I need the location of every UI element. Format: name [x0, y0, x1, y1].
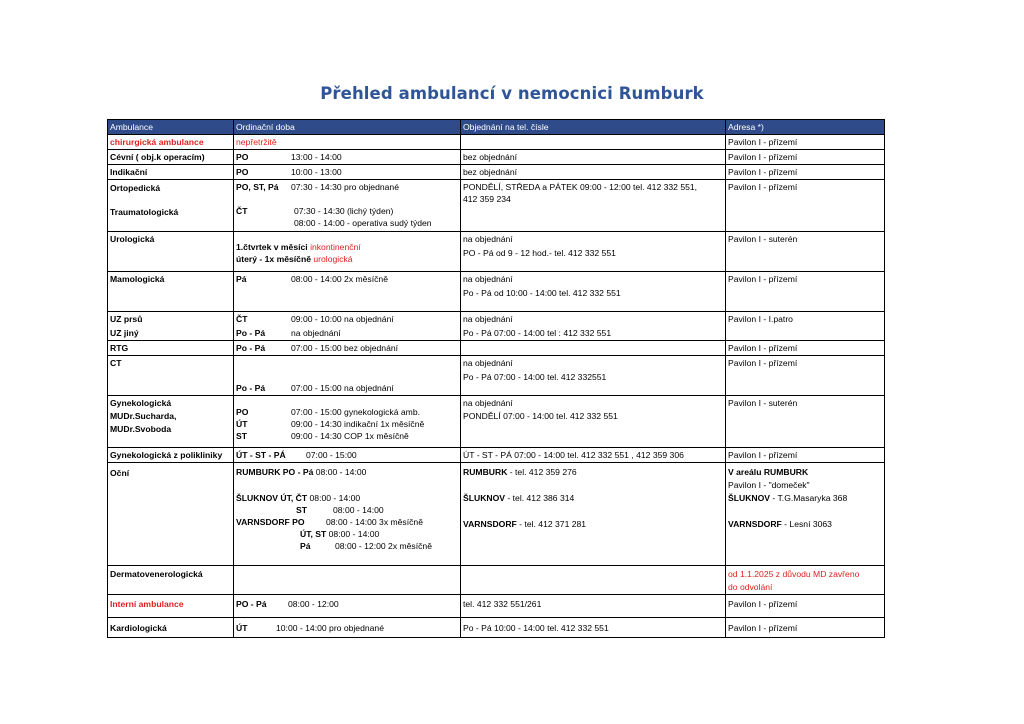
ambulance-name: Cévní ( obj.k operacím): [108, 150, 234, 165]
name-line: Ortopedická: [110, 183, 161, 193]
phone-cell: bez objednání: [461, 150, 726, 165]
phone-line: RUMBURK - tel. 412 359 276: [463, 467, 577, 477]
table-row: [108, 165, 885, 180]
day-label: ÚT: [236, 623, 248, 633]
ambulance-name: [108, 180, 234, 232]
hours-cell: [234, 150, 461, 165]
ambulance-name: Urologická: [108, 232, 234, 272]
hours-line: 08:00 - 14:00 - operativa sudý týden: [294, 218, 432, 228]
ambulance-name: Interní ambulance: [108, 595, 234, 618]
hours-cell: [234, 595, 461, 618]
day-label: PO: [236, 167, 249, 177]
day-label: PO, ST, Pá: [236, 182, 279, 192]
time-label: 10:00 - 13:00: [291, 167, 342, 177]
hours-cell: [234, 165, 461, 180]
hours-line: Po - Pá 07:00 - 15:00 na objednání: [236, 383, 394, 393]
hours-line: RUMBURK PO - Pá 08:00 - 14:00: [236, 467, 367, 477]
hours-line: Pá 08:00 - 12:00 2x měsíčně: [300, 541, 432, 551]
phone-line: Po - Pá od 10:00 - 14:00 tel. 412 332 551: [463, 288, 621, 298]
ambulance-name: CT: [108, 356, 234, 396]
hours-cell: [234, 356, 461, 396]
header-address: Adresa *): [726, 120, 885, 135]
address-line: do odvolání: [728, 582, 773, 592]
hours-line: VARNSDORF PO 08:00 - 14:00 3x měsíčně: [236, 517, 423, 527]
address-cell: Pavilon I - suterén: [726, 396, 885, 448]
time-label: 07:00 - 15:00 bez objednání: [291, 343, 399, 353]
table-row: [108, 272, 885, 312]
table-row: [108, 566, 885, 595]
phone-line: ŠLUKNOV - tel. 412 386 314: [463, 493, 575, 503]
hours-cell: [234, 618, 461, 638]
phone-line: na objednání: [463, 398, 513, 408]
ambulance-name: Oční: [108, 463, 234, 566]
phone-cell: [461, 272, 726, 312]
phone-line: na objednání: [463, 314, 513, 324]
day-label: PO - Pá: [236, 599, 267, 609]
phone-cell: ÚT - ST - PÁ 07:00 - 14:00 tel. 412 332 551 , 412 359 306: [461, 448, 726, 463]
name-line: Gynekologická: [110, 398, 172, 408]
hours-cell: [234, 232, 461, 272]
name-line: MUDr.Sucharda,: [110, 411, 177, 421]
table-row: [108, 595, 885, 618]
time-label: 08:00 - 12:00: [288, 599, 339, 609]
ambulance-name: RTG: [108, 341, 234, 356]
table-row: [108, 180, 885, 232]
hours-cell: [234, 448, 461, 463]
time-label: 13:00 - 14:00: [291, 152, 342, 162]
table-row: [108, 135, 885, 150]
hours-line: ÚT 09:00 - 14:30 indikační 1x měsíčně: [236, 419, 425, 429]
name-line: UZ prsů: [110, 314, 143, 324]
table-row: [108, 232, 885, 272]
address-cell: Pavilon I - suterén: [726, 232, 885, 272]
address-cell: Pavilon I - přízemí: [726, 135, 885, 150]
phone-cell: [461, 135, 726, 150]
hours-line: úterý - 1x měsíčně urologická: [236, 254, 353, 264]
address-cell: Pavilon I - přízemí: [726, 618, 885, 638]
address-cell: Pavilon I - přízemí: [726, 165, 885, 180]
phone-cell: bez objednání: [461, 165, 726, 180]
hours-cell: [234, 180, 461, 232]
phone-cell: [461, 312, 726, 341]
hours-cell: [234, 463, 461, 566]
phone-cell: Po - Pá 10:00 - 14:00 tel. 412 332 551: [461, 618, 726, 638]
ambulance-name: [108, 312, 234, 341]
ambulance-name: Indikační: [108, 165, 234, 180]
page-title: Přehled ambulancí v nemocnici Rumburk: [320, 84, 704, 103]
table-row: [108, 356, 885, 396]
hours-cell: [234, 396, 461, 448]
table-row: [108, 463, 885, 566]
hours-line: Po - Pá na objednání: [236, 328, 341, 338]
header-hours: Ordinační doba: [234, 120, 461, 135]
day-label: Po - Pá: [236, 343, 266, 353]
day-label: PO: [236, 152, 249, 162]
address-line: VARNSDORF - Lesní 3063: [728, 519, 832, 529]
address-cell: Pavilon I - přízemí: [726, 272, 885, 312]
phone-cell: [461, 356, 726, 396]
hours-cell: [234, 341, 461, 356]
hours-cell: [234, 312, 461, 341]
day-label: ÚT - ST - PÁ: [236, 450, 286, 460]
table-row: [108, 396, 885, 448]
table-row: [108, 341, 885, 356]
day-label: ČT: [236, 206, 248, 216]
hours-line: ST 09:00 - 14:30 COP 1x měsíčně: [236, 431, 409, 441]
address-cell: Pavilon I - přízemí: [726, 150, 885, 165]
hours-line: ST 08:00 - 14:00: [296, 505, 384, 515]
hours-line: ŠLUKNOV ÚT, ČT 08:00 - 14:00: [236, 493, 361, 503]
hours-line: ČT 09:00 - 10:00 na objednání: [236, 314, 394, 324]
table-row: [108, 312, 885, 341]
time-label: 07:30 - 14:30 (lichý týden): [294, 206, 394, 216]
day-label: Pá: [236, 274, 247, 284]
table-row: [108, 618, 885, 638]
hours-line: PO 07:00 - 15:00 gynekologická amb.: [236, 407, 420, 417]
hours-cell: [234, 566, 461, 595]
phone-line: PONDĚLÍ, STŘEDA a PÁTEK 09:00 - 12:00 tel. 412 332 551,: [463, 182, 698, 192]
address-cell: Pavilon I - přízemí: [726, 595, 885, 618]
ambulance-name: [108, 396, 234, 448]
ambulance-name: chirurgická ambulance: [108, 135, 234, 150]
name-line: UZ jiný: [110, 328, 139, 338]
ambulance-name: Dermatovenerologická: [108, 566, 234, 595]
phone-line: Po - Pá 07:00 - 14:00 tel. 412 332551: [463, 372, 607, 382]
phone-cell: [461, 232, 726, 272]
table-row: [108, 448, 885, 463]
address-cell: [726, 463, 885, 566]
ambulance-name: Mamologická: [108, 272, 234, 312]
time-label: 07:00 - 15:00: [306, 450, 357, 460]
phone-line: 412 359 234: [463, 194, 511, 204]
hours-line: 1.čtvrtek v měsíci inkontinenční: [236, 242, 361, 252]
phone-line: PONDĚLÍ 07:00 - 14:00 tel. 412 332 551: [463, 411, 618, 421]
hours-line: [236, 181, 458, 193]
phone-cell: [461, 180, 726, 232]
table-row: [108, 150, 885, 165]
phone-cell: [461, 566, 726, 595]
header-phone: Objednání na tel. čísle: [461, 120, 726, 135]
address-cell: Pavilon I - přízemí: [726, 180, 885, 232]
phone-cell: tel. 412 332 551/261: [461, 595, 726, 618]
header-ambulance: Ambulance: [108, 120, 234, 135]
phone-line: na objednání: [463, 234, 513, 244]
phone-line: na objednání: [463, 274, 513, 284]
hours-line: ÚT, ST 08:00 - 14:00: [300, 529, 380, 539]
address-cell: [726, 566, 885, 595]
time-label: 07:30 - 14:30 pro objednané: [291, 182, 399, 192]
phone-cell: [461, 463, 726, 566]
address-line: od 1.1.2025 z důvodu MD zavřeno: [728, 569, 860, 579]
address-cell: Pavilon I - přízemí: [726, 356, 885, 396]
phone-cell: [461, 396, 726, 448]
table-header-row: [108, 120, 885, 135]
ambulance-name: Kardiologická: [108, 618, 234, 638]
hours-cell: [234, 272, 461, 312]
address-line: V areálu RUMBURK: [728, 467, 809, 477]
phone-line: VARNSDORF - tel. 412 371 281: [463, 519, 587, 529]
address-cell: Pavilon I - přízemí: [726, 341, 885, 356]
time-label: 10:00 - 14:00 pro objednané: [276, 623, 384, 633]
ambulance-table: [107, 119, 885, 638]
address-cell: Pavilon I - přízemí: [726, 448, 885, 463]
name-line: MUDr.Svoboda: [110, 424, 172, 434]
time-label: 08:00 - 14:00 2x měsíčně: [291, 274, 388, 284]
phone-line: na objednání: [463, 358, 513, 368]
ambulance-name: Gynekologická z polikliniky: [108, 448, 234, 463]
hours-cell: nepřetržitě: [234, 135, 461, 150]
hours-line: [236, 205, 458, 217]
address-line: Pavilon I - "domeček": [728, 480, 810, 490]
phone-cell: [461, 341, 726, 356]
phone-line: Po - Pá 07:00 - 14:00 tel : 412 332 551: [463, 328, 612, 338]
address-cell: Pavilon I - I.patro: [726, 312, 885, 341]
name-line: Traumatologická: [110, 207, 179, 217]
address-line: ŠLUKNOV - T.G.Masaryka 368: [728, 493, 848, 503]
phone-line: PO - Pá od 9 - 12 hod.- tel. 412 332 551: [463, 248, 616, 258]
